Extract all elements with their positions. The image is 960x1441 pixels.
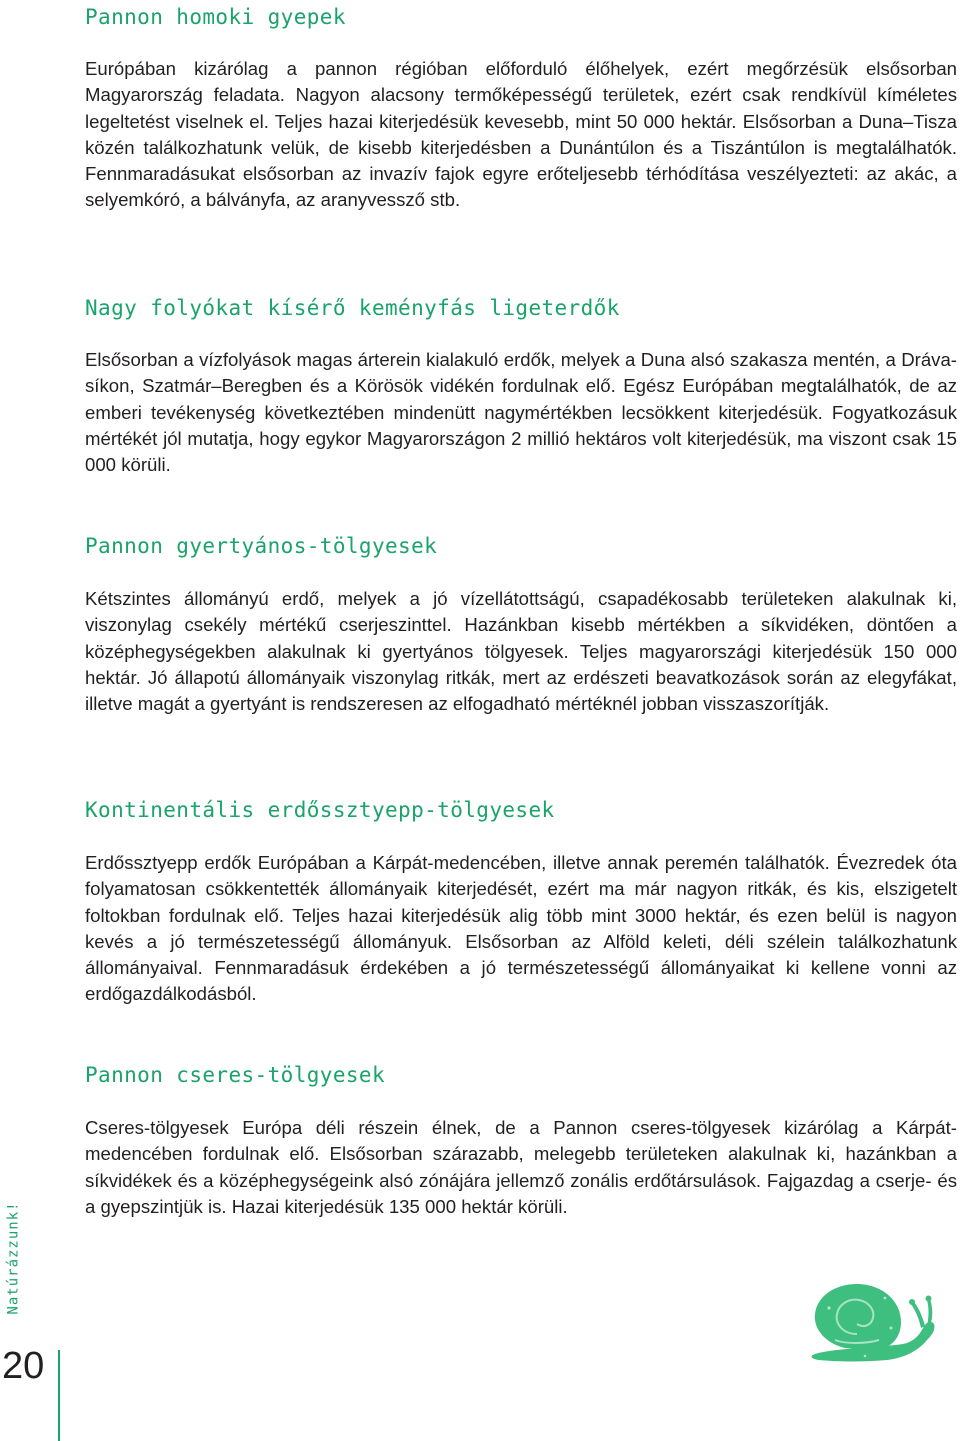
section-paragraph: Elsősorban a vízfolyások magas árterein kialakuló erdők, melyek a Duna alsó szakasza mentén, a Dráva-síkon, Szatmár–Beregben és a Körösök vidékén fordulnak elő. Egész Európában megtalálhatók, de az emberi tevékenység következtében mindenütt nagymértékben lecsökkent kiterjedésük. Fogyatkozásuk mértékét jól mutatja, hogy egykor Magyarországon 2 millió hektáros volt kiterjedésük, ma viszont csak 15 000 körüli.: [85, 349, 957, 476]
section-erdossztyepp-tolgyesek: [85, 797, 957, 1008]
section-cseres-tolgyesek: [85, 1062, 957, 1220]
section-heading: Kontinentális erdőssztyepp-tölgyesek: [85, 798, 555, 822]
section-paragraph: Kétszintes állományú erdő, melyek a jó vízellátottságú, csapadékosabb területeken alakulnak ki, viszonylag csekély mértékű cserjeszinttel. Hazánkban kisebb mértékben a síkvidéken, döntően a középhegységekben alakulnak ki gyertyános tölgyesek. Teljes magyarországi kiterjedésük 150 000 hektár. Jó állapotú állományaik viszonylag ritkák, mert az erdészeti beavatkozások során az elegyfákat, illetve magát a gyertyánt is rendszeresen az elfogadható mértéknél jobban visszaszorítják.: [85, 588, 957, 715]
section-heading: Nagy folyókat kísérő keményfás ligeterdők: [85, 296, 620, 320]
side-label-text: Natúrázzunk!: [6, 1201, 22, 1315]
section-heading: Pannon cseres-tölgyesek: [85, 1063, 385, 1087]
snail-icon: [805, 1278, 937, 1372]
section-pannon-homoki-gyepek: [85, 4, 957, 214]
section-heading: Pannon gyertyános-tölgyesek: [85, 534, 438, 558]
section-paragraph: Európában kizárólag a pannon régióban előforduló élőhelyek, ezért megőrzésük elsősorban Magyarország feladata. Nagyon alacsony termőképességű területek, ezért csak rendkívül kíméletes legeltetést viselnek el. Teljes hazai kiterjedésük kevesebb, mint 50 000 hektár. Elsősorban a Duna–Tisza közén találkozhatunk velük, de kisebb kiterjedésben a Dunántúlon és a Tiszántúlon is megtalálhatók. Fennmaradásukat elsősorban az invazív fajok egyre erőteljesebb térhódítása veszélyezteti: az akác, a selyemkóró, a bálványfa, az aranyvessző stb.: [85, 58, 957, 211]
section-heading: Pannon homoki gyepek: [85, 5, 346, 29]
page-number: 20: [2, 1345, 45, 1387]
section-paragraph: Erdőssztyepp erdők Európában a Kárpát-medencében, illetve annak peremén találhatók. Évezredek óta folyamatosan csökkentették állományaik kiterjedését, ezért ma már nagyon ritkák, és kis, elszigetelt foltokban fordulnak elő. Teljes hazai kiterjedésük alig több mint 3000 hektár, és ezen belül is nagyon kevés a jó természetességű állományuk. Elsősorban az Alföld keleti, déli szélein találkozhatunk állományaival. Fennmaradásuk érdekében a jó természetességű állományaikat ki kellene vonni az erdőgazdálkodásból.: [85, 852, 957, 1005]
section-keményfás-ligeterdők: [85, 295, 957, 478]
section-gyertyanos-tolgyesek: [85, 533, 957, 717]
section-paragraph: Cseres-tölgyesek Európa déli részein élnek, de a Pannon cseres-tölgyesek kizárólag a Kárpát-medencében fordulnak elő. Elsősorban szárazabb, melegebb területeken alakulnak ki, hazánkban a síkvidékek és a középhegységeink alsó zónájára jellemző zonális erdőtársulások. Fajgazdag a cserje- és a gyepszintjük is. Hazai kiterjedésük 135 000 hektár körüli.: [85, 1117, 957, 1217]
side-label: [2, 1194, 26, 1322]
footer-divider-line: [58, 1350, 60, 1441]
